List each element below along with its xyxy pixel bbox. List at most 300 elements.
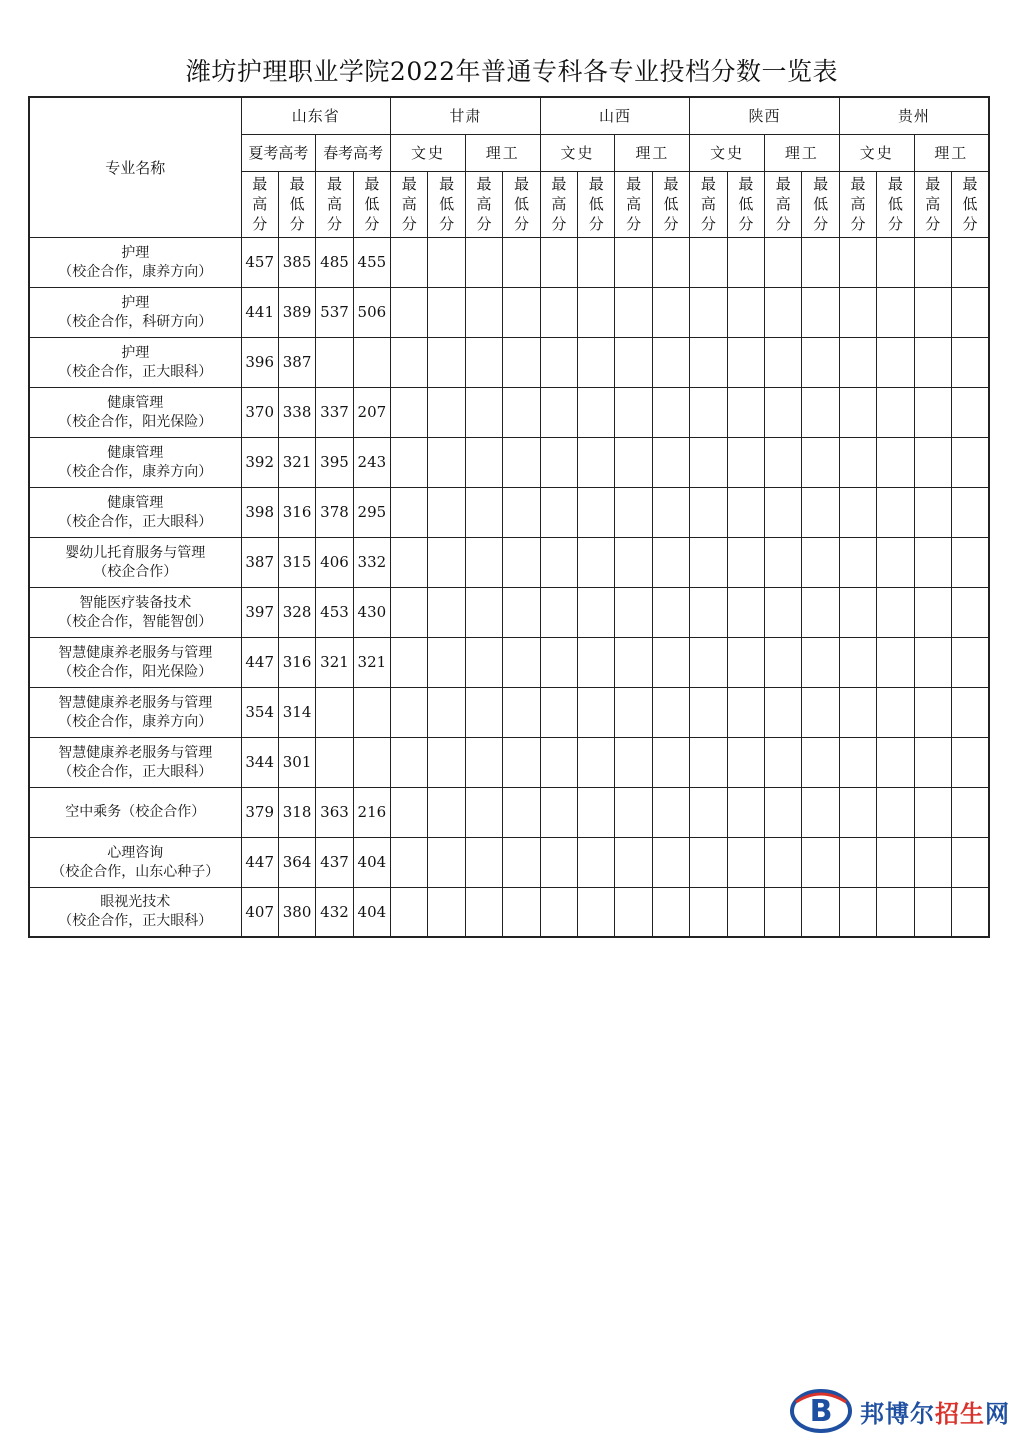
score-cell-s1-max: 457 [241,237,278,287]
empty-score-cell [578,337,615,387]
major-name-cell [29,887,241,937]
empty-score-cell [652,637,689,687]
major-detail: （校企合作，正大眼科） [58,513,213,530]
empty-score-cell [540,887,577,937]
empty-score-cell [503,737,540,787]
empty-score-cell [503,687,540,737]
empty-score-cell [615,737,652,787]
empty-score-cell [877,737,914,787]
score-cell-s2-max [316,737,353,787]
empty-score-cell [428,887,465,937]
empty-score-cell [802,887,839,937]
major-detail: （校企合作，山东心种子） [51,863,220,880]
table-row [29,237,989,287]
table-row [29,887,989,937]
page-title: 潍坊护理职业学院2022年普通专科各专业投档分数一览表 [185,57,839,86]
empty-score-cell [428,387,465,437]
score-label-text: 最低分 [439,175,455,233]
empty-score-cell [428,637,465,687]
empty-score-cell [765,687,802,737]
empty-score-cell [540,687,577,737]
empty-score-cell [839,237,876,287]
sub-header-summer-exam: 夏考高考 [241,134,316,171]
empty-score-cell [727,487,764,537]
empty-score-cell [951,437,988,487]
score-cell-s1-min: 387 [278,337,315,387]
empty-score-cell [727,687,764,737]
empty-score-cell [652,487,689,537]
empty-score-cell [465,337,502,387]
score-cell-s1-min: 316 [278,637,315,687]
empty-score-cell [391,287,428,337]
score-label-text: 最低分 [364,175,380,233]
score-cell-s2-min: 216 [353,787,390,837]
empty-score-cell [578,437,615,487]
empty-score-cell [615,537,652,587]
empty-score-cell [727,337,764,387]
empty-score-cell [615,237,652,287]
empty-score-cell [951,487,988,537]
score-label-text: 最低分 [663,175,679,233]
major-name-cell [29,287,241,337]
major-name: 眼视光技术 [100,894,171,911]
empty-score-cell [727,587,764,637]
empty-score-cell [914,637,951,687]
empty-score-cell [428,537,465,587]
major-name: 护理 [121,244,150,261]
empty-score-cell [652,287,689,337]
table-row [29,787,989,837]
score-cell-s2-min [353,337,390,387]
empty-score-cell [391,637,428,687]
empty-score-cell [428,787,465,837]
empty-score-cell [727,537,764,587]
empty-score-cell [391,887,428,937]
empty-score-cell [802,837,839,887]
score-label-text: 最低分 [813,175,829,233]
empty-score-cell [391,687,428,737]
empty-score-cell [540,537,577,587]
empty-score-cell [465,537,502,587]
score-cell-s1-max: 396 [241,337,278,387]
empty-score-cell [465,287,502,337]
score-label-min [503,171,540,237]
empty-score-cell [839,787,876,837]
empty-score-cell [465,487,502,537]
empty-score-cell [503,637,540,687]
sub-header-science: 理工 [615,134,690,171]
empty-score-cell [503,787,540,837]
score-label-text: 最高分 [326,175,342,233]
score-cell-s1-min: 380 [278,887,315,937]
score-label-text: 最低分 [588,175,604,233]
empty-score-cell [540,737,577,787]
empty-score-cell [465,437,502,487]
major-name: 智能医疗装备技术 [79,594,192,611]
score-cell-s2-min [353,737,390,787]
empty-score-cell [914,487,951,537]
major-detail: （校企合作，康养方向） [58,263,213,280]
score-cell-s2-min: 506 [353,287,390,337]
table-row [29,437,989,487]
score-label-text: 最低分 [513,175,529,233]
score-cell-s1-max: 397 [241,587,278,637]
sub-header-liberal-arts: 文史 [690,134,765,171]
empty-score-cell [465,587,502,637]
empty-score-cell [690,287,727,337]
empty-score-cell [615,587,652,637]
empty-score-cell [727,887,764,937]
empty-score-cell [951,837,988,887]
empty-score-cell [652,787,689,837]
empty-score-cell [615,687,652,737]
score-cell-s1-max: 447 [241,637,278,687]
major-name: 智慧健康养老服务与管理 [58,644,213,661]
svg-text:B: B [809,1394,833,1429]
major-name: 智慧健康养老服务与管理 [58,744,213,761]
watermark-text-c: 网 [985,1399,1010,1428]
score-cell-s1-min: 328 [278,587,315,637]
score-cell-s2-max: 432 [316,887,353,937]
empty-score-cell [839,437,876,487]
empty-score-cell [540,437,577,487]
major-detail: （校企合作，科研方向） [58,313,213,330]
empty-score-cell [802,587,839,637]
major-name: 护理 [121,294,150,311]
score-label-min [578,171,615,237]
empty-score-cell [839,737,876,787]
score-label-min [652,171,689,237]
score-cell-s1-max: 379 [241,787,278,837]
empty-score-cell [578,387,615,437]
empty-score-cell [802,337,839,387]
empty-score-cell [877,287,914,337]
empty-score-cell [727,837,764,887]
score-label-text: 最低分 [738,175,754,233]
score-label-max [465,171,502,237]
major-detail: （校企合作，康养方向） [58,463,213,480]
empty-score-cell [765,637,802,687]
empty-score-cell [578,237,615,287]
empty-score-cell [578,487,615,537]
empty-score-cell [951,887,988,937]
empty-score-cell [914,837,951,887]
score-cell-s2-min: 243 [353,437,390,487]
score-label-text: 最高分 [476,175,492,233]
empty-score-cell [578,537,615,587]
major-detail: （校企合作，正大眼科） [58,913,213,930]
empty-score-cell [428,487,465,537]
empty-score-cell [503,537,540,587]
empty-score-cell [578,587,615,637]
major-name-cell [29,487,241,537]
score-cell-s1-min: 314 [278,687,315,737]
empty-score-cell [578,837,615,887]
major-name-cell [29,387,241,437]
score-cell-s2-min: 295 [353,487,390,537]
empty-score-cell [914,587,951,637]
score-label-min [278,171,315,237]
empty-score-cell [391,537,428,587]
empty-score-cell [652,587,689,637]
empty-score-cell [578,687,615,737]
score-cell-s1-max: 387 [241,537,278,587]
score-cell-s2-max [316,687,353,737]
major-name: 护理 [121,344,150,361]
empty-score-cell [615,287,652,337]
score-cell-s2-min: 404 [353,837,390,887]
empty-score-cell [951,787,988,837]
score-cell-s1-max: 441 [241,287,278,337]
watermark [790,1388,1010,1434]
empty-score-cell [839,587,876,637]
empty-score-cell [765,837,802,887]
watermark-text-a: 邦博尔 [860,1399,935,1428]
empty-score-cell [690,387,727,437]
empty-score-cell [690,537,727,587]
empty-score-cell [391,487,428,537]
score-label-text: 最高分 [551,175,567,233]
empty-score-cell [951,537,988,587]
empty-score-cell [727,737,764,787]
empty-score-cell [503,237,540,287]
score-label-text: 最高分 [700,175,716,233]
score-cell-s2-min: 207 [353,387,390,437]
empty-score-cell [615,337,652,387]
score-cell-s2-max: 378 [316,487,353,537]
empty-score-cell [690,787,727,837]
empty-score-cell [465,837,502,887]
major-name: 心理咨询 [107,844,164,861]
major-detail: （校企合作，阳光保险） [58,413,213,430]
score-label-text: 最高分 [775,175,791,233]
score-cell-s1-max: 407 [241,887,278,937]
table-row [29,337,989,387]
empty-score-cell [428,287,465,337]
score-cell-s2-max: 437 [316,837,353,887]
empty-score-cell [839,637,876,687]
table-row [29,537,989,587]
empty-score-cell [877,637,914,687]
empty-score-cell [877,437,914,487]
watermark-text-b: 招生 [935,1399,985,1428]
score-label-text: 最低分 [887,175,903,233]
empty-score-cell [690,837,727,887]
empty-score-cell [765,737,802,787]
empty-score-cell [465,387,502,437]
major-name: 智慧健康养老服务与管理 [58,694,213,711]
empty-score-cell [914,537,951,587]
empty-score-cell [428,437,465,487]
empty-score-cell [765,537,802,587]
score-cell-s2-max: 363 [316,787,353,837]
empty-score-cell [839,287,876,337]
empty-score-cell [802,237,839,287]
major-name: 健康管理 [107,444,164,461]
empty-score-cell [839,487,876,537]
empty-score-cell [391,837,428,887]
score-cell-s2-max: 337 [316,387,353,437]
empty-score-cell [951,387,988,437]
score-label-text: 最低分 [962,175,978,233]
score-label-min [428,171,465,237]
empty-score-cell [951,287,988,337]
empty-score-cell [690,687,727,737]
empty-score-cell [877,387,914,437]
logo-b-icon [790,1388,852,1434]
empty-score-cell [839,337,876,387]
major-detail: （校企合作，智能智创） [58,613,213,630]
empty-score-cell [839,387,876,437]
empty-score-cell [465,637,502,687]
empty-score-cell [690,487,727,537]
score-cell-s2-max: 395 [316,437,353,487]
score-label-max [765,171,802,237]
empty-score-cell [802,387,839,437]
major-detail: （校企合作，正大眼科） [58,763,213,780]
empty-score-cell [540,387,577,437]
empty-score-cell [727,437,764,487]
score-label-min [353,171,390,237]
empty-score-cell [391,237,428,287]
empty-score-cell [727,387,764,437]
score-cell-s1-max: 370 [241,387,278,437]
empty-score-cell [391,737,428,787]
empty-score-cell [428,237,465,287]
major-name-cell [29,837,241,887]
score-label-max [391,171,428,237]
score-label-text: 最高分 [401,175,417,233]
empty-score-cell [578,737,615,787]
empty-score-cell [391,387,428,437]
empty-score-cell [391,787,428,837]
score-cell-s2-min: 321 [353,637,390,687]
empty-score-cell [503,887,540,937]
score-cell-s2-max: 537 [316,287,353,337]
empty-score-cell [465,787,502,837]
score-label-min [802,171,839,237]
score-label-max [914,171,951,237]
empty-score-cell [951,237,988,287]
score-label-max [839,171,876,237]
score-cell-s1-max: 447 [241,837,278,887]
major-name: 空中乘务（校企合作） [65,804,206,820]
empty-score-cell [914,887,951,937]
empty-score-cell [877,837,914,887]
table-row [29,637,989,687]
watermark-text [860,1394,1010,1429]
empty-score-cell [540,237,577,287]
empty-score-cell [914,787,951,837]
score-label-text: 最高分 [626,175,642,233]
score-cell-s2-min: 430 [353,587,390,637]
score-cell-s2-max: 485 [316,237,353,287]
sub-header-liberal-arts: 文史 [391,134,466,171]
empty-score-cell [540,787,577,837]
empty-score-cell [428,687,465,737]
empty-score-cell [765,287,802,337]
empty-score-cell [802,737,839,787]
empty-score-cell [578,287,615,337]
empty-score-cell [465,887,502,937]
empty-score-cell [652,837,689,887]
empty-score-cell [802,787,839,837]
empty-score-cell [540,337,577,387]
empty-score-cell [802,537,839,587]
empty-score-cell [727,287,764,337]
province-header-shandong: 山东省 [241,97,391,134]
empty-score-cell [503,837,540,887]
sub-header-liberal-arts: 文史 [540,134,615,171]
empty-score-cell [540,837,577,887]
score-cell-s2-min: 455 [353,237,390,287]
empty-score-cell [615,637,652,687]
empty-score-cell [765,337,802,387]
table-row [29,687,989,737]
empty-score-cell [839,887,876,937]
empty-score-cell [765,787,802,837]
score-label-max [316,171,353,237]
empty-score-cell [428,737,465,787]
empty-score-cell [465,737,502,787]
empty-score-cell [802,437,839,487]
province-header-gansu: 甘肃 [391,97,541,134]
empty-score-cell [615,487,652,537]
score-label-text: 最高分 [252,175,268,233]
empty-score-cell [615,887,652,937]
empty-score-cell [877,887,914,937]
empty-score-cell [914,687,951,737]
score-cell-s1-min: 321 [278,437,315,487]
empty-score-cell [465,237,502,287]
score-cell-s1-max: 392 [241,437,278,487]
empty-score-cell [503,287,540,337]
table-row [29,487,989,537]
score-cell-s2-max [316,337,353,387]
empty-score-cell [951,737,988,787]
empty-score-cell [877,787,914,837]
score-cell-s1-max: 344 [241,737,278,787]
empty-score-cell [914,737,951,787]
empty-score-cell [765,237,802,287]
empty-score-cell [802,287,839,337]
empty-score-cell [690,887,727,937]
empty-score-cell [578,887,615,937]
province-header-guizhou: 贵州 [839,97,989,134]
score-table [28,96,990,938]
empty-score-cell [540,487,577,537]
major-detail: （校企合作） [93,563,178,580]
empty-score-cell [914,237,951,287]
empty-score-cell [652,687,689,737]
empty-score-cell [428,837,465,887]
major-name-cell [29,337,241,387]
empty-score-cell [615,787,652,837]
empty-score-cell [765,887,802,937]
score-cell-s2-max: 321 [316,637,353,687]
table-row [29,387,989,437]
major-name-cell [29,787,241,837]
empty-score-cell [839,537,876,587]
empty-score-cell [877,337,914,387]
empty-score-cell [765,587,802,637]
score-cell-s2-min [353,687,390,737]
empty-score-cell [690,637,727,687]
major-name-cell [29,737,241,787]
score-cell-s1-max: 398 [241,487,278,537]
major-detail: （校企合作，正大眼科） [58,363,213,380]
score-cell-s1-min: 316 [278,487,315,537]
